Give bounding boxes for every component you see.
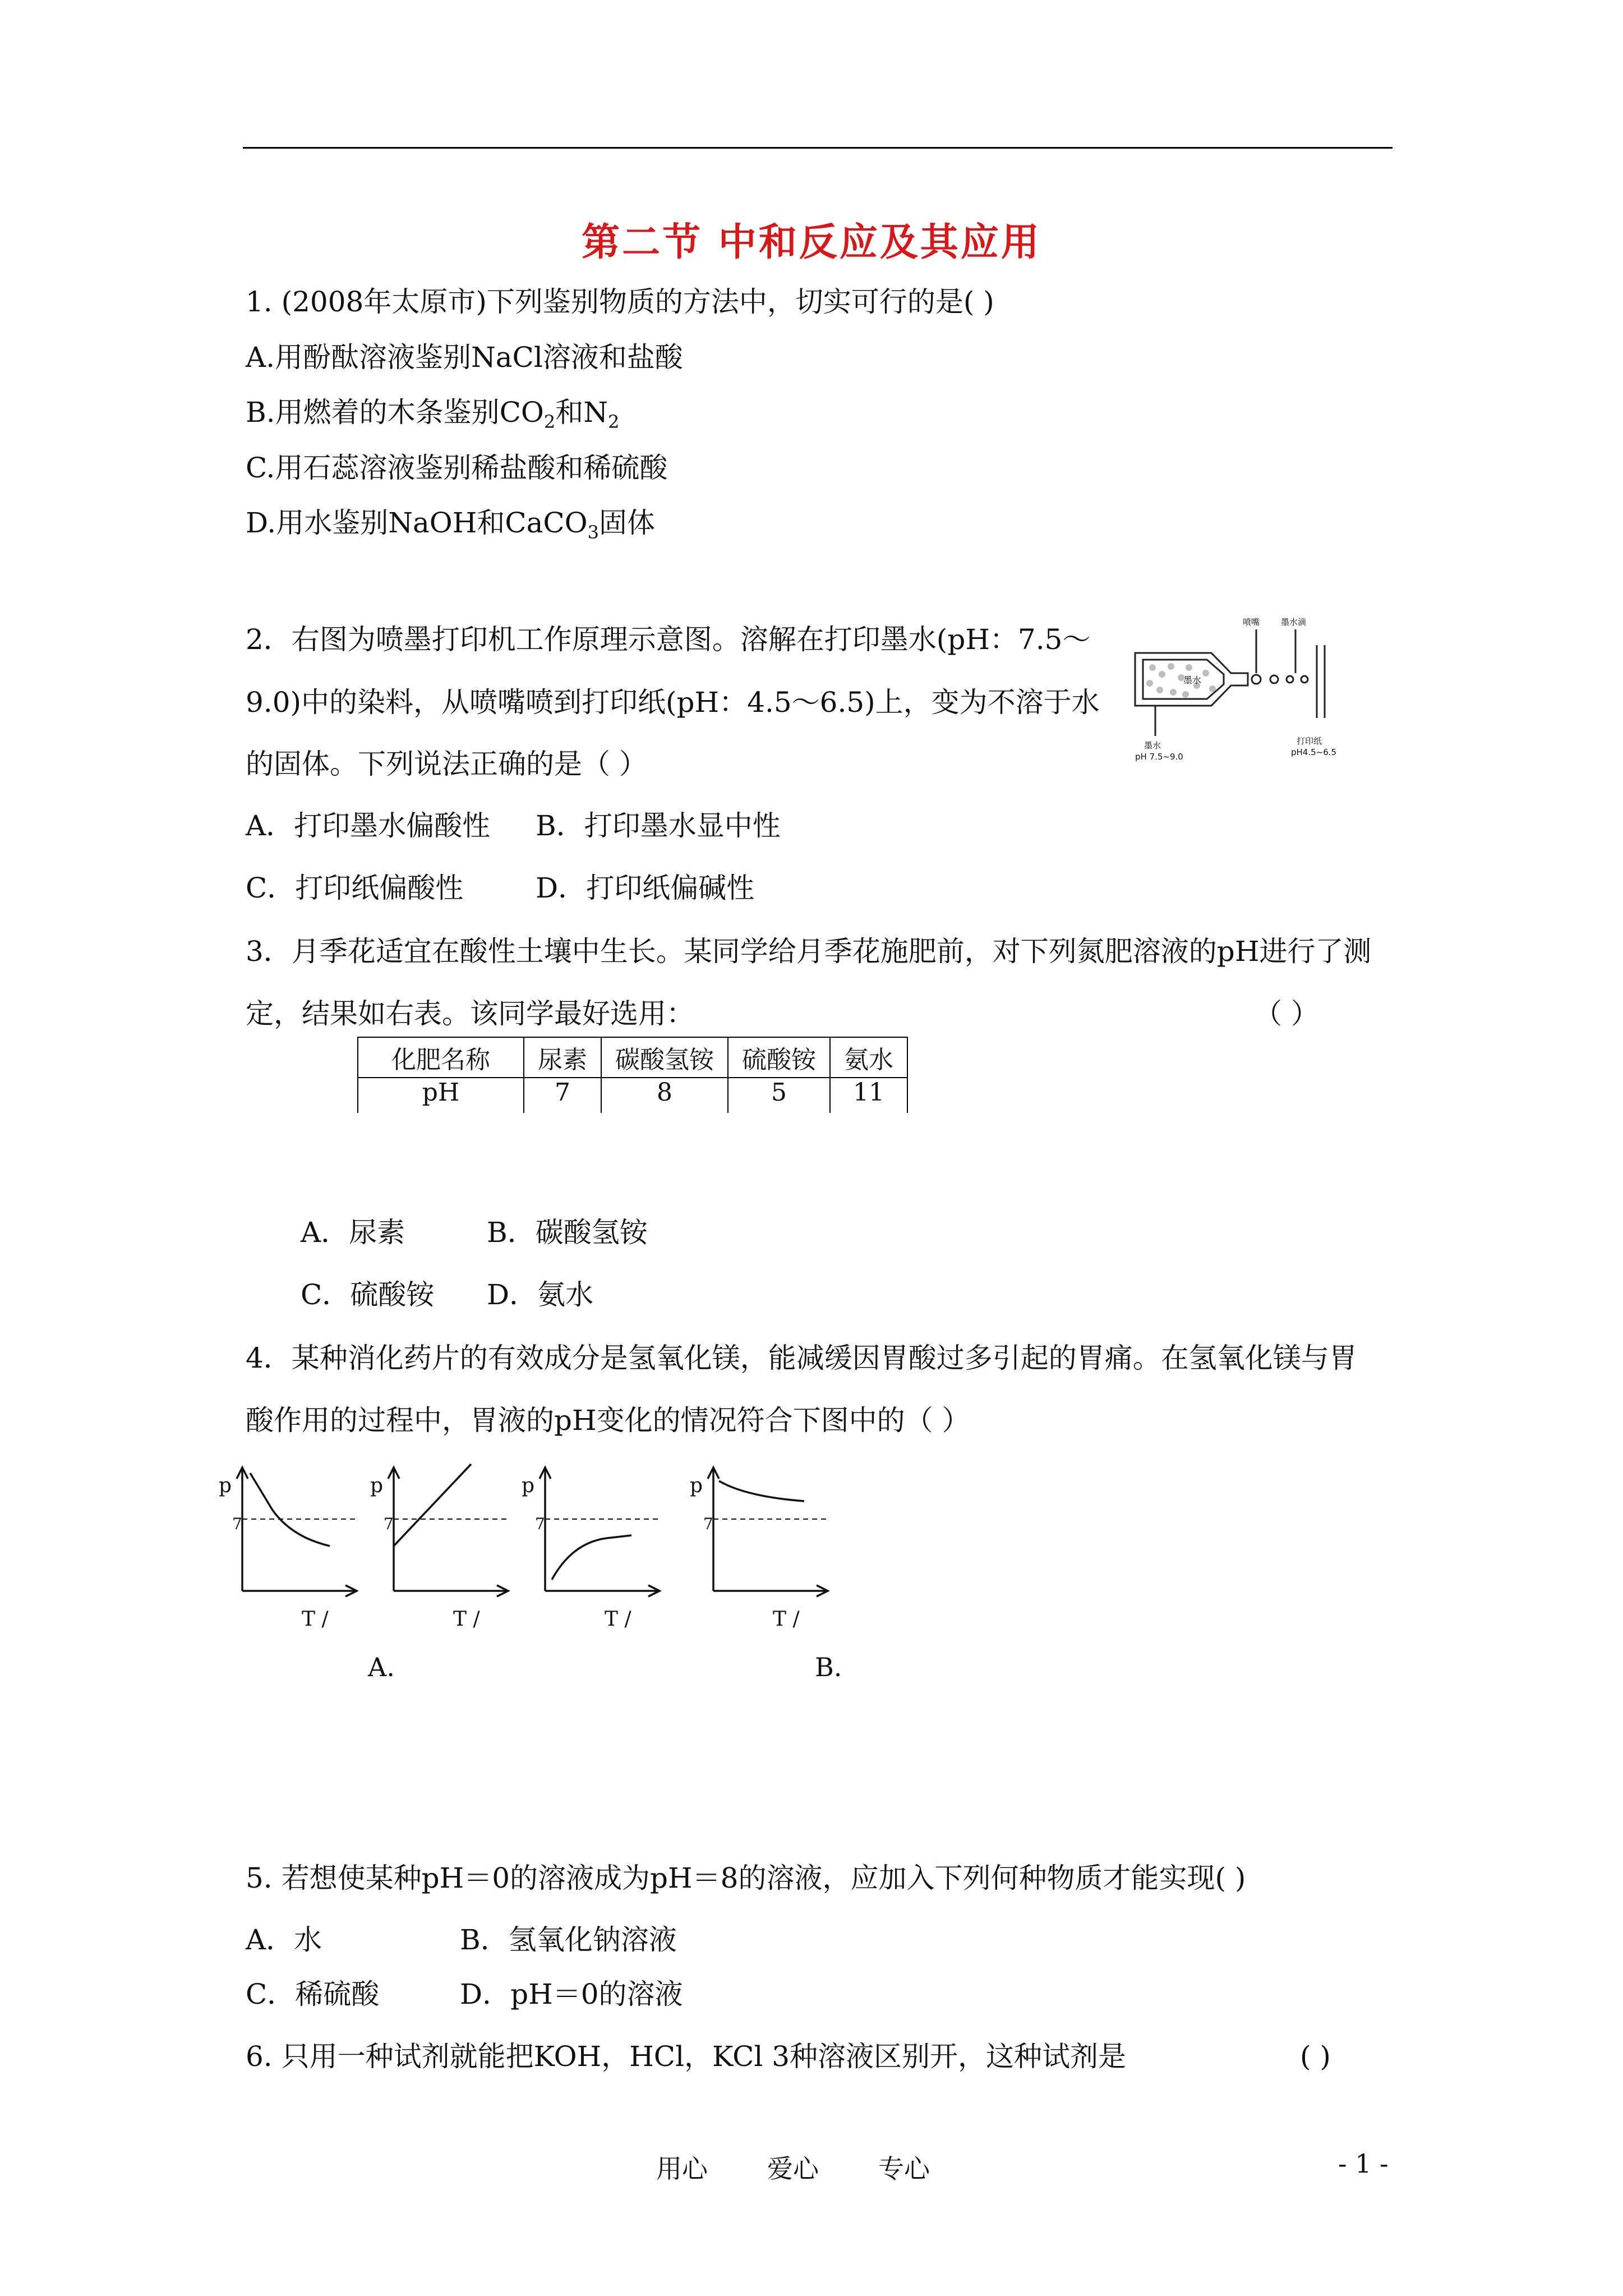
q2-line1: 2．右图为喷墨打印机工作原理示意图。溶解在打印墨水(pH：7.5～	[246, 623, 1091, 656]
q6-stem: 6. 只用一种试剂就能把KOH，HCl，KCl 3种溶液区别开，这种试剂是	[246, 2040, 1127, 2073]
table-header-cell: 氨水	[830, 1037, 907, 1078]
graph-2-tick: 7	[384, 1515, 394, 1533]
ink-label: 墨水	[1144, 740, 1161, 751]
q3-option-c: C．硫酸铵	[301, 1278, 435, 1311]
q2-option-b: B．打印墨水显中性	[536, 809, 781, 842]
paper-ph-label: pH4.5~6.5	[1291, 747, 1337, 757]
table-header-cell: 化肥名称	[358, 1037, 524, 1078]
ink-inner-label: 墨水	[1183, 675, 1202, 685]
graph-4-x-label: T /	[773, 1608, 800, 1631]
q3-line1: 3．月季花适宜在酸性土壤中生长。某同学给月季花施肥前，对下列氮肥溶液的pH进行了测	[246, 935, 1372, 968]
graph-2-x-label: T /	[453, 1608, 480, 1631]
q4-line1: 4．某种消化药片的有效成分是氢氧化镁，能减缓因胃酸过多引起的胃痛。在氢氧化镁与胃	[246, 1342, 1357, 1374]
table-cell: 11	[830, 1078, 907, 1113]
graph-1	[237, 1467, 357, 1596]
graph-2-y-label: p	[370, 1474, 384, 1497]
table-header-cell: 尿素	[524, 1037, 601, 1078]
q5-option-c: C．稀硫酸	[246, 1978, 380, 2010]
q3-option-a: A．尿素	[301, 1216, 405, 1249]
q2-option-a: A．打印墨水偏酸性	[246, 809, 491, 842]
q1-option-b: B.用燃着的木条鉴别$CO_2$和$N_2$	[246, 396, 620, 432]
graph-3-y-label: p	[522, 1474, 535, 1497]
graph-4	[708, 1467, 828, 1596]
footer-word-1: 用心	[656, 2154, 708, 2184]
table-cell: 5	[728, 1078, 830, 1113]
table-cell: 7	[524, 1078, 601, 1113]
q1-option-a: A.用酚酞溶液鉴别NaCl溶液和盐酸	[246, 341, 683, 374]
nozzle-label: 喷嘴	[1243, 617, 1260, 627]
ink-ph-label: pH 7.5~9.0	[1135, 752, 1183, 762]
fertilizer-ph-table	[357, 1037, 908, 1113]
q3-answer-paren: （ ）	[1254, 997, 1319, 1030]
q5-option-b: B．氢氧化钠溶液	[460, 1924, 677, 1956]
q1-option-c: C.用石蕊溶液鉴别稀盐酸和稀硫酸	[246, 452, 668, 484]
graph-4-y-label: p	[690, 1474, 703, 1497]
inkjet-printer-diagram	[1127, 611, 1363, 802]
table-header-row	[358, 1037, 907, 1078]
graph-2	[388, 1464, 508, 1596]
q2-line2: 9.0)中的染料，从喷嘴喷到打印纸(pH：4.5～6.5)上，变为不溶于水	[246, 686, 1100, 719]
footer-word-3: 专心	[878, 2154, 930, 2184]
q3-option-d: D．氨水	[487, 1278, 594, 1311]
graph-1-y-label: p	[219, 1474, 232, 1497]
q4-line2: 酸作用的过程中，胃液的pH变化的情况符合下图中的（ ）	[246, 1404, 970, 1437]
q2-option-d: D．打印纸偏碱性	[536, 872, 755, 904]
q4-graph-label-b: B.	[815, 1652, 842, 1682]
q3-option-b: B．碳酸氢铵	[487, 1216, 648, 1249]
q3-line2: 定，结果如右表。该同学最好选用：	[246, 997, 694, 1030]
page-title: 第二节 中和反应及其应用	[582, 220, 1041, 265]
q4-graph-label-a: A.	[368, 1652, 395, 1682]
table-cell: 8	[601, 1078, 728, 1113]
ph-change-graphs	[208, 1453, 858, 1638]
graph-3-x-label: T /	[605, 1608, 631, 1631]
q1-option-d: D.用水鉴别NaOH和CaCO$_3$固体	[246, 507, 656, 543]
header-rule	[243, 147, 1393, 149]
table-cell: pH	[358, 1078, 524, 1113]
graph-4-tick: 7	[703, 1515, 713, 1533]
q5-option-d: D．pH＝0的溶液	[460, 1978, 683, 2010]
table-row	[358, 1078, 907, 1113]
footer-word-2: 爱心	[767, 2154, 819, 2184]
graph-3	[540, 1467, 660, 1596]
q1-stem: 1. (2008年太原市)下列鉴别物质的方法中，切实可行的是( )	[246, 286, 994, 318]
droplets-label: 墨水滴	[1281, 617, 1307, 627]
q2-option-c: C．打印纸偏酸性	[246, 872, 464, 904]
graph-1-tick: 7	[232, 1515, 242, 1533]
q2-line3: 的固体。下列说法正确的是（ ）	[246, 748, 647, 780]
paper-label: 打印纸	[1297, 736, 1322, 746]
page-number: - 1 -	[1338, 2148, 1389, 2179]
table-header-cell: 硫酸铵	[728, 1037, 830, 1078]
q6-answer-paren: ( )	[1300, 2040, 1331, 2073]
graph-3-tick: 7	[535, 1515, 545, 1533]
q5-stem: 5. 若想使某种pH＝0的溶液成为pH＝8的溶液，应加入下列何种物质才能实现( )	[246, 1862, 1246, 1894]
q5-option-a: A．水	[246, 1924, 322, 1956]
table-header-cell: 碳酸氢铵	[601, 1037, 728, 1078]
graph-1-x-label: T /	[302, 1608, 329, 1631]
